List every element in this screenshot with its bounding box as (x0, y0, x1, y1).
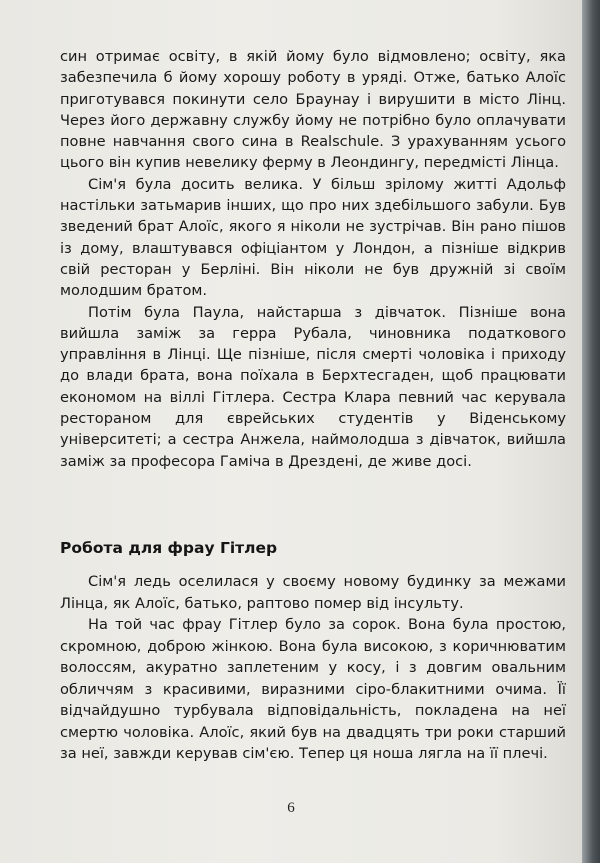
paragraph-2: Сім'я була досить велика. У більш зрілому житті Адольф настільки затьмарив інших, що про них здебільшого забули. Був зведений брат Алоїс, якого я ніколи не зустрічав. Він рано пішов із дому, влаштувався офіціантом у Лондон, а пізніше відкрив свій ресторан у Берліні. Він ніколи не був дружній зі своїм молодшим братом. (60, 175, 566, 300)
section-paragraph-1: Сім'я ледь оселилася у своєму новому будинку за межами Лінца, як Алоїс, батько, раптово помер від інсульту. (60, 573, 566, 612)
book-spine-edge (582, 0, 600, 863)
section-paragraph-2: На той час фрау Гітлер було за сорок. Вона була простою, скромною, доброю жінкою. Вона була високою, з коричнюватим волоссям, акуратно заплетеним у косу, і з довгим овальним обличчям з красивими, виразними сіро-блакитними очима. Її відчайдушно турбувала відповідальність, покладена на неї смертю чоловіка. Алоїс, який був на двадцять три роки старший за неї, завжди керував сім'єю. Тепер ця ноша лягла на її плечі. (60, 616, 566, 762)
section-text (60, 571, 566, 765)
section-heading: Робота для фрау Гітлер (60, 539, 278, 557)
body-text (60, 46, 566, 472)
paragraph-3: Потім була Паула, найстарша з дівчаток. Пізніше вона вийшла заміж за герра Рубала, чиновника податкового управління в Лінці. Ще пізніше, після смерті чоловіка і приходу до влади брата, вона поїхала в Берхтесгаден, щоб працювати економом на віллі Гітлера. Сестра Клара певний час керувала рестораном для єврейських студентів у Віденському університеті; а сестра Анжела, наймолодша з дівчаток, вийшла заміж за професора Гаміча в Дрездені, де живе досі. (60, 303, 566, 470)
page-number: 6 (287, 800, 295, 816)
paragraph-1: син отримає освіту, в якій йому було відмовлено; освіту, яка забезпечила б йому хорошу роботу в уряді. Отже, батько Алоїс приготувався покинути село Браунау і вирушити в місто Лінц. Через його державну службу йому не потрібно було оплачувати повне навчання свого сина в Realschule. З урахуванням усього цього він купив невелику ферму в Леондингу, передмісті Лінца. (60, 48, 566, 172)
